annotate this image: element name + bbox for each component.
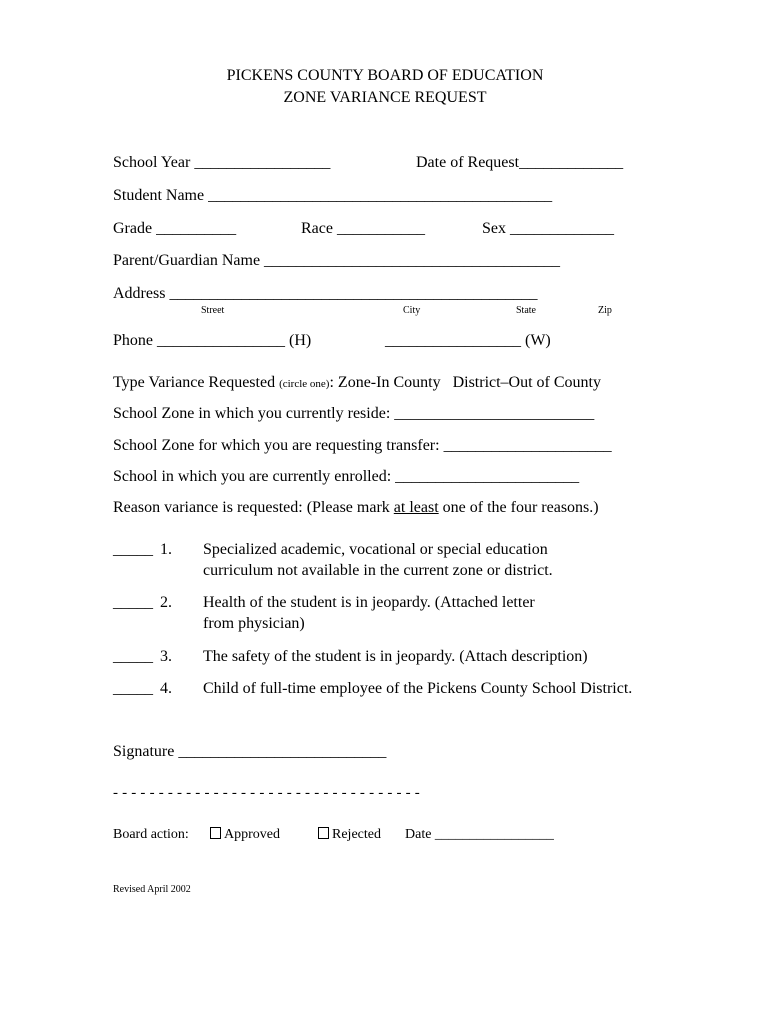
reason-emphasis: at least [393,499,439,516]
rejected-option[interactable] [318,826,381,844]
reason-3-text: The safety of the student is in jeopardy. (Attach description) [203,648,588,665]
address-street-label: Street [201,305,225,316]
cut-line-separator: - - - - - - - - - - - - - - - - - - - - - - - - - - - - - - - - - - [113,785,420,801]
approved-checkbox[interactable] [210,827,221,839]
reason-4-text: Child of full-time employee of the Pickens County School District. [203,680,633,697]
rejected-checkbox[interactable] [318,827,329,839]
current-zone-field[interactable]: School Zone in which you currently reside: _________________________ [113,405,595,422]
reason-suffix: one of the four reasons.) [438,499,599,516]
school-year-field[interactable]: School Year _________________ [113,154,331,171]
reason-1-blank[interactable]: _____ [113,541,153,558]
reason-1-number: 1. [160,541,172,558]
sex-field[interactable]: Sex _____________ [482,220,614,237]
approved-label: Approved [224,827,280,842]
board-action-label: Board action: [113,827,189,842]
circle-one-note: (circle one) [279,378,330,390]
address-state-label: State [516,305,536,316]
race-field[interactable]: Race ___________ [301,220,425,237]
phone-work-field[interactable]: _________________ (W) [385,332,551,349]
reason-2-blank[interactable]: _____ [113,594,153,611]
reason-2-text-line1: Health of the student is in jeopardy. (Attached letter [203,594,535,611]
parent-guardian-field[interactable]: Parent/Guardian Name _____________________________________ [113,252,561,269]
reason-prefix: Reason variance is requested: (Please mark [113,499,394,516]
grade-field[interactable]: Grade __________ [113,220,237,237]
reason-2-number: 2. [160,594,172,611]
option-district-out-of-county[interactable]: District–Out of County [452,374,601,391]
reason-3-number: 3. [160,648,172,665]
phone-home-field[interactable]: Phone ________________ (H) [113,332,312,349]
type-variance-label: Type Variance Requested [113,374,276,391]
reason-1-text-line1: Specialized academic, vocational or special education [203,541,548,558]
board-action-date-field[interactable]: Date _________________ [405,827,554,842]
form-title-line2: ZONE VARIANCE REQUEST [283,89,487,106]
rejected-label: Rejected [332,827,381,842]
requested-zone-field[interactable]: School Zone for which you are requesting transfer: _____________________ [113,437,612,454]
currently-enrolled-field[interactable]: School in which you are currently enrolled: _______________________ [113,468,580,485]
reason-4-blank[interactable]: _____ [113,680,153,697]
reason-4-number: 4. [160,680,172,697]
revised-note: Revised April 2002 [113,884,191,895]
form-title-line1: PICKENS COUNTY BOARD OF EDUCATION [226,67,544,84]
reason-2-text-line2: from physician) [203,615,305,632]
signature-field[interactable]: Signature __________________________ [113,743,387,760]
reason-instruction [113,498,599,518]
address-city-label: City [403,305,421,316]
option-zone-in-county[interactable]: : Zone-In County [329,374,441,391]
address-zip-label: Zip [598,305,612,316]
type-variance-row [113,373,601,393]
reason-1-text-line2: curriculum not available in the current zone or district. [203,562,553,579]
date-of-request-field[interactable]: Date of Request_____________ [416,154,624,171]
address-field[interactable]: Address ______________________________________________ [113,285,538,302]
approved-option[interactable] [210,826,280,844]
reason-3-blank[interactable]: _____ [113,648,153,665]
student-name-field[interactable]: Student Name ___________________________________________ [113,187,553,204]
